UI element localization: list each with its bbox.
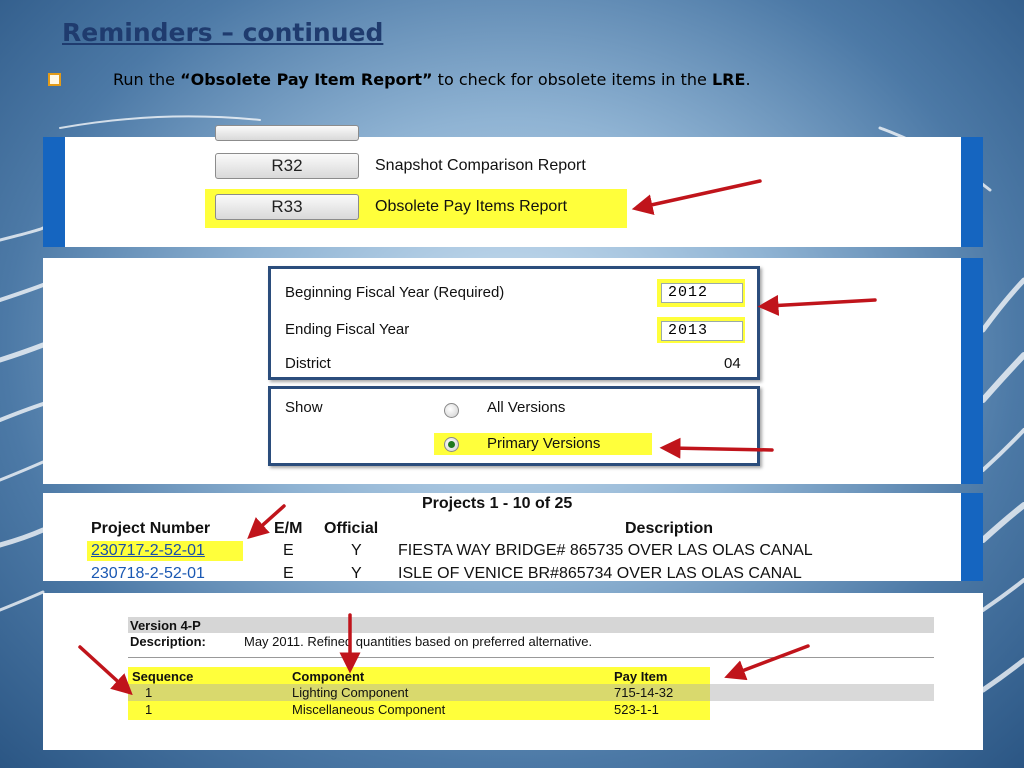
- beginning-year-input[interactable]: 2012: [661, 283, 743, 303]
- bullet-suffix: .: [745, 69, 751, 89]
- ending-year-label: Ending Fiscal Year: [285, 321, 410, 338]
- all-versions-radio[interactable]: [444, 403, 459, 418]
- row-pay-item: 715-14-32: [614, 685, 674, 700]
- all-versions-label: All Versions: [487, 399, 566, 416]
- report-label-r32: Snapshot Comparison Report: [375, 157, 586, 174]
- header-pay-item: Pay Item: [614, 669, 668, 684]
- bullet-lre: LRE: [711, 69, 746, 89]
- panel-side-bar-right: [961, 258, 983, 484]
- header-description: Description: [625, 520, 714, 537]
- bullet-middle: to check for obsolete items in the: [432, 69, 712, 89]
- panel-side-bar-right: [961, 137, 983, 247]
- report-button-r33[interactable]: R33: [215, 194, 359, 220]
- header-em: E/M: [274, 520, 303, 537]
- project-official: Y: [351, 565, 362, 581]
- project-description: FIESTA WAY BRIDGE# 865735 OVER LAS OLAS CANAL: [398, 542, 813, 559]
- report-label-r33: Obsolete Pay Items Report: [375, 198, 568, 215]
- row-sequence: 1: [145, 685, 153, 700]
- bullet-report-name: “Obsolete Pay Item Report”: [180, 69, 433, 89]
- partial-report-button[interactable]: [215, 125, 359, 141]
- version-description-label: Description:: [130, 634, 206, 649]
- bullet-square-icon: [48, 73, 61, 86]
- project-link[interactable]: 230717-2-52-01: [91, 542, 205, 559]
- project-em: E: [283, 542, 294, 559]
- row-component: Lighting Component: [292, 685, 409, 700]
- version-title: Version 4-P: [130, 618, 201, 633]
- report-list-panel: [43, 137, 983, 247]
- project-description: ISLE OF VENICE BR#865734 OVER LAS OLAS CANAL: [398, 565, 802, 581]
- report-button-r32[interactable]: R32: [215, 153, 359, 179]
- header-sequence: Sequence: [132, 669, 194, 684]
- header-component: Component: [292, 669, 365, 684]
- header-project-number: Project Number: [91, 520, 211, 537]
- primary-versions-radio[interactable]: [444, 437, 459, 452]
- divider: [128, 657, 934, 658]
- district-value: 04: [724, 355, 741, 372]
- show-options-box: [268, 386, 760, 466]
- panel-side-bar-right: [961, 493, 983, 581]
- project-link[interactable]: 230718-2-52-01: [91, 565, 205, 581]
- row-component: Miscellaneous Component: [292, 702, 446, 717]
- primary-versions-label: Primary Versions: [487, 435, 601, 452]
- projects-caption: Projects 1 - 10 of 25: [422, 495, 573, 512]
- row-sequence: 1: [145, 702, 153, 717]
- show-label: Show: [285, 399, 323, 416]
- district-label: District: [285, 355, 331, 372]
- slide-title: Reminders – continued: [62, 18, 384, 47]
- bullet-text: [113, 70, 751, 89]
- beginning-year-label: Beginning Fiscal Year (Required): [285, 284, 505, 301]
- bullet-item: [48, 66, 751, 92]
- project-em: E: [283, 565, 294, 581]
- row-pay-item: 523-1-1: [614, 702, 659, 717]
- header-official: Official: [324, 520, 379, 537]
- fiscal-year-box: [268, 266, 760, 380]
- projects-panel: [43, 493, 983, 581]
- panel-side-bar-left: [43, 137, 65, 247]
- version-title-bar: [128, 617, 934, 633]
- project-official: Y: [351, 542, 362, 559]
- version-description-value: May 2011. Refined quantities based on preferred alternative.: [244, 634, 593, 649]
- fiscal-year-panel: [43, 258, 983, 484]
- version-row-bg: [128, 684, 934, 701]
- bullet-prefix: Run the: [113, 69, 181, 89]
- ending-year-input[interactable]: 2013: [661, 321, 743, 341]
- version-panel: [43, 593, 983, 750]
